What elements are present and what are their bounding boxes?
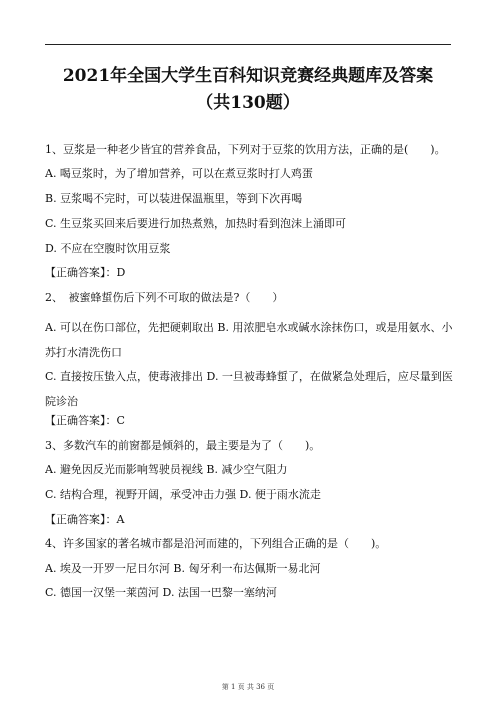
question-3-options-cd: C. 结构合理，视野开阔，承受冲击力强 D. 便于雨水流走 — [45, 488, 321, 501]
header-rule — [45, 44, 451, 45]
page-footer: 第 1 页 共 36 页 — [221, 683, 275, 691]
question-3: 3、多数汽车的前窗都是倾斜的，最主要是为了（ )。 — [45, 439, 321, 452]
question-4-options-ab: A. 埃及一开罗一尼日尔河 B. 匈牙利一布达佩斯一易北河 — [45, 562, 321, 575]
question-3-options-ab: A. 避免因反光而影响驾驶员视线 B. 减少空气阻力 — [45, 463, 288, 476]
document-title: 2021年全国大学生百科知识竞赛经典题库及答案 — [62, 66, 434, 86]
question-4: 4、许多国家的著名城市都是沿河而建的，下列组合正确的是（ )。 — [45, 537, 387, 550]
question-1-option-b: B. 豆浆喝不完时，可以装进保温瓶里，等到下次再喝 — [45, 192, 303, 205]
question-2-answer: 【正确答案】：C — [45, 414, 125, 427]
question-2-options-cd: C. 直接按压蛰入点，使毒液排出 D. 一旦被毒蜂蜇了，在做紧急处理后，应尽量到医院诊治 — [45, 370, 453, 408]
question-1: 1、豆浆是一种老少皆宜的营养食品，下列对于豆浆的饮用方法，正确的是( )。 — [45, 143, 446, 156]
document-subtitle: （共130题） — [196, 93, 300, 113]
question-2: 2、 被蜜蜂蜇伤后下列不可取的做法是?（ ） — [45, 291, 284, 304]
question-1-answer: 【正确答案】：D — [45, 266, 126, 279]
question-2-options-ab: A. 可以在伤口部位，先把硬刺取出 B. 用浓肥皂水或碱水涂抹伤口，或是用氨水、小苏打水清洗伤口 — [45, 321, 453, 359]
question-1-option-c: C. 生豆浆买回来后要进行加热煮熟，加热时看到泡沫上涌即可 — [45, 217, 347, 230]
question-4-options-cd: C. 德国一汉堡一莱茵河 D. 法国一巴黎一塞纳河 — [45, 586, 277, 599]
question-1-option-a: A. 喝豆浆时，为了增加营养，可以在煮豆浆时打人鸡蛋 — [45, 167, 313, 180]
question-3-answer: 【正确答案】：A — [45, 513, 125, 526]
question-1-option-d: D. 不应在空腹时饮用豆浆 — [45, 242, 171, 255]
